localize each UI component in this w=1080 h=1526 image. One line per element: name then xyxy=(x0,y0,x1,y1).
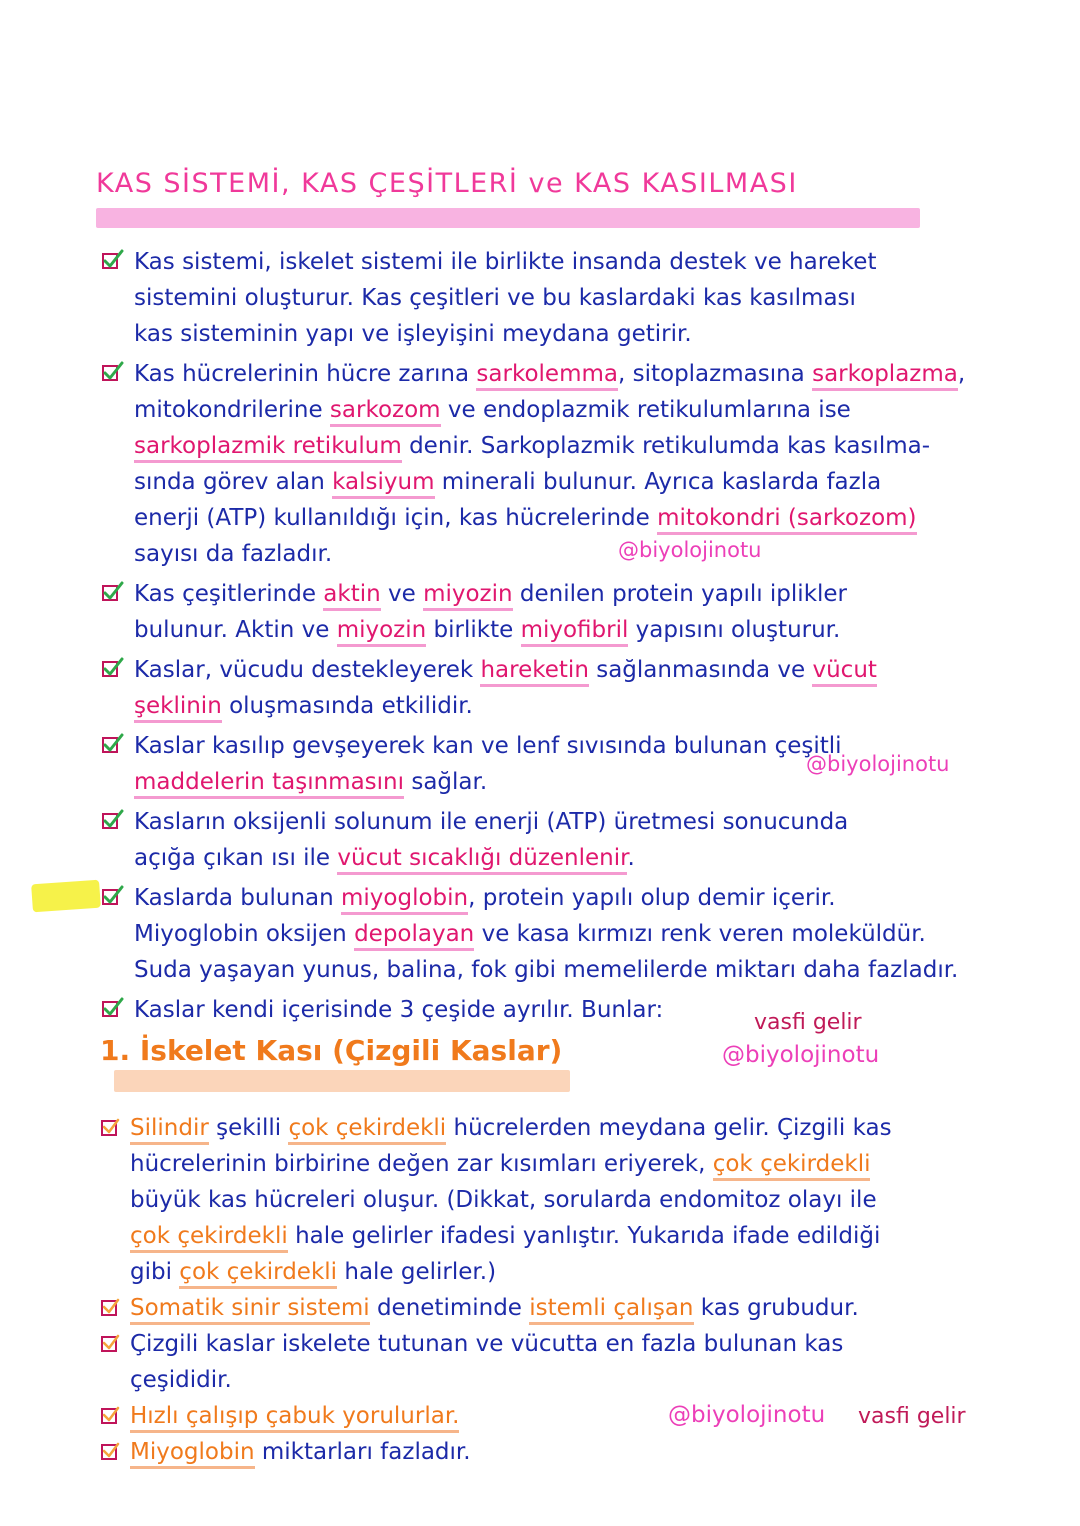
checkbox-icon xyxy=(100,996,124,1020)
highlighted-term: şeklinin xyxy=(134,693,222,723)
highlighted-term: miyozin xyxy=(423,581,513,611)
bullet-text-line: açığa çıkan ısı ile vücut sıcaklığı düzenlenir. xyxy=(134,840,1050,876)
highlighted-term: Miyoglobin xyxy=(130,1439,255,1469)
bullet-text-line: Silindir şekilli çok çekirdekli hücrelerden meydana gelir. Çizgili kas xyxy=(130,1110,1050,1146)
highlighted-term: maddelerin taşınmasını xyxy=(134,769,404,799)
checkbox-icon xyxy=(100,808,124,832)
checkbox-icon xyxy=(100,732,124,756)
bullet-text-line: sarkoplazmik retikulum denir. Sarkoplazmik retikulumda kas kasılma- xyxy=(134,428,1050,464)
section-title: 1. İskelet Kası (Çizgili Kaslar) xyxy=(100,1034,563,1067)
checkbox-icon xyxy=(100,1298,120,1318)
signature: vasfi gelir xyxy=(858,1404,966,1429)
highlighted-term: sarkozom xyxy=(330,397,441,427)
bullet-text-line: büyük kas hücreleri oluşur. (Dikkat, sorularda endomitoz olayı ile xyxy=(130,1187,877,1213)
checkbox-icon xyxy=(100,884,124,908)
highlighted-term: çok çekirdekli xyxy=(288,1115,446,1145)
bullet-text-line: Kas hücrelerinin hücre zarına sarkolemma, sitoplazmasına sarkoplazma, xyxy=(134,356,1050,392)
page-title-block xyxy=(96,168,926,199)
checkbox-icon xyxy=(100,656,124,680)
checkbox-icon xyxy=(100,1442,120,1462)
highlighted-term: istemli çalışan xyxy=(529,1295,693,1325)
page-title: KAS SİSTEMİ, KAS ÇEŞİTLERİ ve KAS KASILMASI xyxy=(96,168,798,199)
bullet-item xyxy=(100,1326,1050,1398)
highlighted-term: miyozin xyxy=(337,617,427,647)
highlighted-term: hareketin xyxy=(480,657,588,687)
bullet-item xyxy=(100,1110,1050,1290)
checkbox-icon xyxy=(100,360,124,384)
watermark: @biyolojinotu xyxy=(668,1402,826,1428)
bullet-item xyxy=(100,992,1050,1028)
bullet-item xyxy=(100,804,1050,876)
bullet-text-line: bulunur. Aktin ve miyozin birlikte miyofibril yapısını oluşturur. xyxy=(134,612,1050,648)
bullet-item xyxy=(100,576,1050,648)
highlighted-term: Somatik sinir sistemi xyxy=(130,1295,370,1325)
main-bullet-list xyxy=(100,244,1050,1032)
bullet-text-line: şeklinin oluşmasında etkilidir. xyxy=(134,688,1050,724)
signature: vasfi gelir xyxy=(754,1010,862,1035)
watermark: @biyolojinotu xyxy=(618,538,762,562)
bullet-text-line: Somatik sinir sistemi denetiminde istemli çalışan kas grubudur. xyxy=(130,1290,1050,1326)
bullet-item xyxy=(100,1434,1050,1470)
checkbox-icon xyxy=(100,1334,120,1354)
highlighted-term: sarkoplazmik retikulum xyxy=(134,433,402,463)
checkbox-icon xyxy=(100,1406,120,1426)
checkbox-icon xyxy=(100,1118,120,1138)
bullet-text-line: Miyoglobin oksijen depolayan ve kasa kırmızı renk veren moleküldür. xyxy=(134,916,1050,952)
bullet-text-line: Kaslar kasılıp gevşeyerek kan ve lenf sıvısında bulunan çeşitli xyxy=(134,733,842,759)
highlighted-term: sarkoplazma xyxy=(812,361,958,391)
bullet-item xyxy=(100,1290,1050,1326)
bullet-text-line: çeşididir. xyxy=(130,1367,232,1393)
bullet-text-line: hücrelerinin birbirine değen zar kısımları eriyerek, çok çekirdekli xyxy=(130,1146,1050,1182)
bullet-text-line: maddelerin taşınmasını sağlar. xyxy=(134,764,1050,800)
title-highlight xyxy=(96,208,920,228)
bullet-text-line: Kaslarda bulunan miyoglobin, protein yapılı olup demir içerir. xyxy=(134,880,1050,916)
bullet-text-line: sında görev alan kalsiyum minerali bulunur. Ayrıca kaslarda fazla xyxy=(134,464,1050,500)
bullet-text-line: Miyoglobin miktarları fazladır. xyxy=(130,1434,1050,1470)
bullet-text-line: sistemini oluşturur. Kas çeşitleri ve bu kaslardaki kas kasılması xyxy=(134,285,856,311)
bullet-text-line: Kasların oksijenli solunum ile enerji (ATP) üretmesi sonucunda xyxy=(134,809,849,835)
checkbox-icon xyxy=(100,248,124,272)
highlighted-term: depolayan xyxy=(354,921,474,951)
highlighted-term: Hızlı çalışıp çabuk yorulurlar. xyxy=(130,1403,459,1433)
bullet-item xyxy=(100,880,1050,988)
watermark: @biyolojinotu xyxy=(722,1042,880,1068)
bullet-text-line: gibi çok çekirdekli hale gelirler.) xyxy=(130,1254,1050,1290)
bullet-text-line: enerji (ATP) kullanıldığı için, kas hücrelerinde mitokondri (sarkozom) xyxy=(134,500,1050,536)
highlighted-term: miyofibril xyxy=(521,617,629,647)
bullet-text-line: sayısı da fazladır. xyxy=(134,541,333,567)
highlighted-term: Silindir xyxy=(130,1115,209,1145)
highlighted-term: mitokondri (sarkozom) xyxy=(657,505,916,535)
highlighted-term: sarkolemma xyxy=(476,361,618,391)
bullet-item xyxy=(100,652,1050,724)
highlighted-term: vücut xyxy=(812,657,876,687)
checkbox-icon xyxy=(100,580,124,604)
bullet-text-line: Kas çeşitlerinde aktin ve miyozin denilen protein yapılı iplikler xyxy=(134,576,1050,612)
highlighted-term: çok çekirdekli xyxy=(130,1223,288,1253)
bullet-text-line: çok çekirdekli hale gelirler ifadesi yanlıştır. Yukarıda ifade edildiği xyxy=(130,1218,1050,1254)
watermark: @biyolojinotu xyxy=(806,752,950,776)
highlighted-term: aktin xyxy=(323,581,380,611)
bullet-item xyxy=(100,356,1050,572)
highlighted-term: çok çekirdekli xyxy=(713,1151,871,1181)
bullet-item xyxy=(100,244,1050,352)
highlighter-mark xyxy=(31,880,101,913)
highlighted-term: miyoglobin xyxy=(341,885,468,915)
bullet-text-line: Kaslar kendi içerisinde 3 çeşide ayrılır. Bunlar: xyxy=(134,997,664,1023)
highlighted-term: vücut sıcaklığı düzenlenir xyxy=(337,845,627,875)
bullet-text-line: mitokondrilerine sarkozom ve endoplazmik retikulumlarına ise xyxy=(134,392,1050,428)
highlighted-term: çok çekirdekli xyxy=(179,1259,337,1289)
bullet-text-line: Kaslar, vücudu destekleyerek hareketin sağlanmasında ve vücut xyxy=(134,652,1050,688)
bullet-text-line: Suda yaşayan yunus, balina, fok gibi memelilerde miktarı daha fazladır. xyxy=(134,957,959,983)
section-heading-block xyxy=(100,1034,580,1067)
bullet-text-line: kas sisteminin yapı ve işleyişini meydana getirir. xyxy=(134,321,692,347)
section-highlight xyxy=(114,1070,570,1092)
highlighted-term: kalsiyum xyxy=(332,469,434,499)
bullet-text-line: Kas sistemi, iskelet sistemi ile birlikte insanda destek ve hareket xyxy=(134,249,877,275)
bullet-text-line: Çizgili kaslar iskelete tutunan ve vücutta en fazla bulunan kas xyxy=(130,1331,844,1357)
